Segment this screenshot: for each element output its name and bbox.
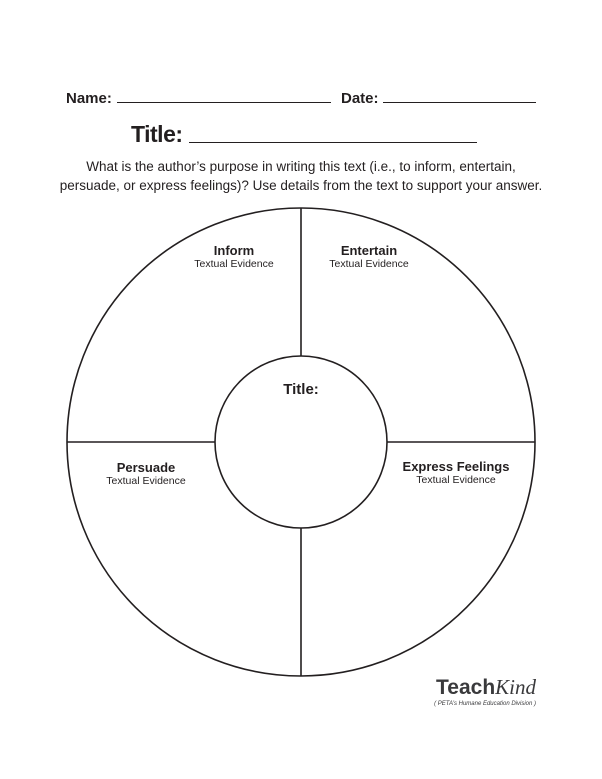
center-title-box — [283, 381, 319, 398]
quadrant-title: Inform — [213, 243, 255, 258]
quadrant-subtitle: Textual Evidence — [106, 475, 186, 487]
date-label: Date: — [341, 90, 379, 107]
quadrant-title: Express Feelings — [402, 459, 510, 474]
teachkind-logo — [434, 675, 536, 707]
quadrant-entertain — [329, 243, 408, 270]
quadrant-subtitle: Textual Evidence — [329, 258, 409, 270]
prompt-line-1: What is the author’s purpose in writing this text (i.e., to inform, entertain, — [86, 159, 516, 174]
quadrant-title: Entertain — [340, 243, 398, 258]
quadrant-subtitle: Textual Evidence — [416, 474, 496, 486]
prompt-line-2: persuade, or express feelings)? Use details from the text to support your answer. — [59, 178, 543, 193]
quadrant-subtitle: Textual Evidence — [194, 258, 274, 270]
quadrant-inform — [194, 243, 273, 270]
logo-part-teach: Teach — [436, 676, 496, 699]
quadrant-title: Persuade — [116, 460, 176, 475]
logo-wordmark — [434, 675, 536, 700]
logo-part-kind: Kind — [495, 675, 536, 699]
quadrant-persuade — [106, 460, 185, 487]
name-label: Name: — [66, 90, 112, 107]
logo-tagline: ( PETA’s Humane Education Division ) — [434, 701, 536, 707]
center-title-label: Title: — [283, 381, 319, 398]
title-label: Title: — [131, 121, 183, 147]
quadrant-express-feelings — [403, 459, 510, 486]
